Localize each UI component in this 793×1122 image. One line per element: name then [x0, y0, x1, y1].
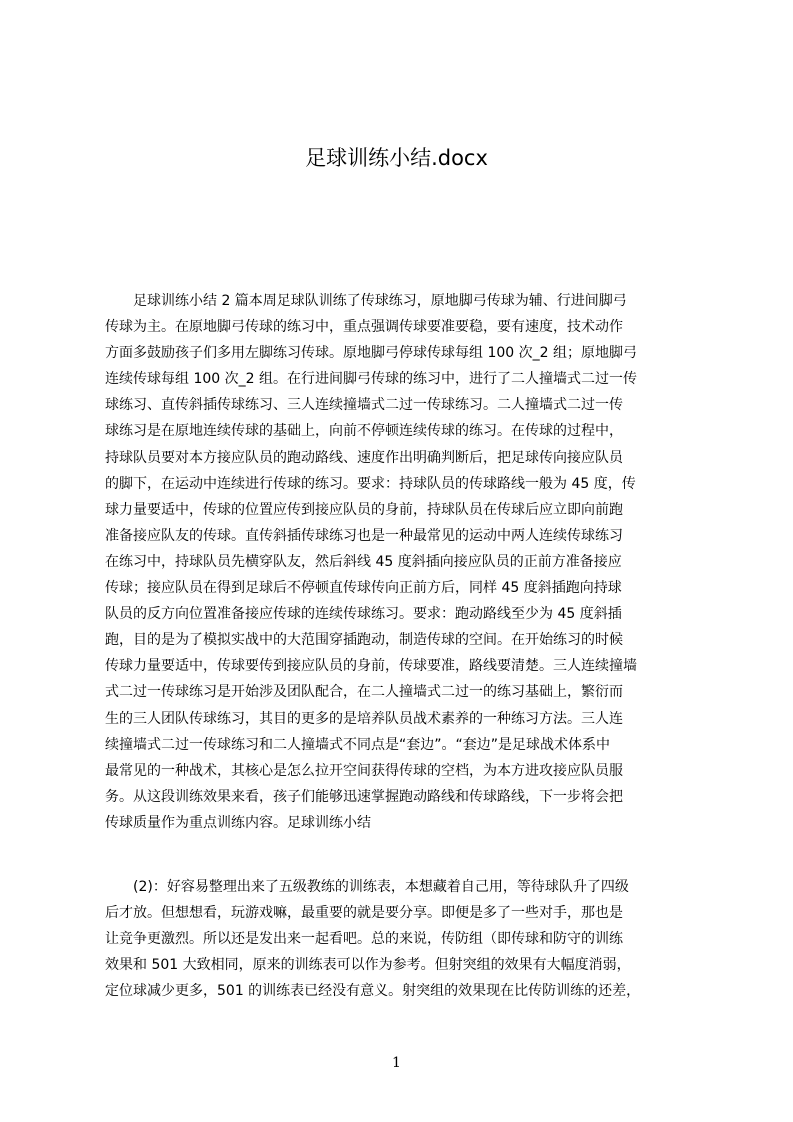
page-number: 1: [392, 1055, 401, 1071]
text-line: 球力量要适中，传球的位置应传到接应队员的身前，持球队员在传球后应立即向前跑: [105, 501, 623, 518]
text-line: 跑，目的是为了模拟实战中的大范围穿插跑动，制造传球的空间。在开始练习的时候: [105, 632, 623, 649]
text-line: 传球质量作为重点训练内容。足球训练小结: [105, 814, 371, 831]
text-line: 队员的反方向位置准备接应传球的连续传球练习。要求：跑动路线至少为 45 度斜插: [105, 606, 622, 623]
text-line: 球练习是在原地连续传球的基础上，向前不停顿连续传球的练习。在传球的过程中，: [105, 423, 623, 440]
text-line: 定位球减少更多，501 的训练表已经没有意义。射突组的效果现在比传防训练的还差，: [105, 983, 641, 1000]
text-line: 球练习、直传斜插传球练习、三人连续撞墙式二过一传球练习。二人撞墙式二过一传: [105, 397, 623, 414]
text-line: 最常见的一种战术，其核心是怎么拉开空间获得传球的空档，为本方进攻接应队员服: [105, 762, 623, 779]
text-line: 持球队员要对本方接应队员的跑动路线、速度作出明确判断后，把足球传向接应队员: [105, 449, 623, 466]
text-line: 传球为主。在原地脚弓传球的练习中，重点强调传球要准要稳，要有速度，技术动作: [105, 319, 623, 336]
text-line: 后才放。但想想看，玩游戏嘛，最重要的就是要分享。即便是多了一些对手，那也是: [105, 905, 623, 922]
text-line: 足球训练小结 2 篇本周足球队训练了传球练习，原地脚弓传球为辅、行进间脚弓: [105, 293, 627, 309]
text-line: 务。从这段训练效果来看，孩子们能够迅速掌握跑动路线和传球路线，下一步将会把: [105, 788, 623, 805]
document-title: 足球训练小结.docx: [305, 146, 488, 170]
body-paragraph-2: [105, 874, 698, 1004]
text-line: 传球；接应队员在得到足球后不停顿直传球传向正前方后，同样 45 度斜插跑向持球: [105, 580, 622, 597]
text-line: 续撞墙式二过一传球练习和二人撞墙式不同点是“套边”。“套边”是足球战术体系中: [105, 736, 611, 753]
text-line: 式二过一传球练习是开始涉及团队配合，在二人撞墙式二过一的练习基础上，繁衍而: [105, 684, 623, 701]
text-line: 生的三人团队传球练习，其目的更多的是培养队员战术素养的一种练习方法。三人连: [105, 710, 623, 727]
text-line: 连续传球每组 100 次_2 组。在行进间脚弓传球的练习中，进行了二人撞墙式二过一传: [105, 371, 637, 388]
text-line: (2)：好容易整理出来了五级教练的训练表，本想藏着自己用，等待球队升了四级: [105, 879, 629, 895]
text-line: 的脚下，在运动中连续进行传球的练习。要求：持球队员的传球路线一般为 45 度，传: [105, 475, 636, 492]
text-line: 让竞争更激烈。所以还是发出来一起看吧。总的来说，传防组（即传球和防守的训练: [105, 931, 623, 948]
text-line: 在练习中，持球队员先横穿队友，然后斜线 45 度斜插向接应队员的正前方准备接应: [105, 553, 622, 570]
text-line: 传球力量要适中，传球要传到接应队员的身前，传球要准，路线要清楚。三人连续撞墙: [105, 658, 637, 675]
text-line: 效果和 501 大致相同，原来的训练表可以作为参考。但射突组的效果有大幅度消弱，: [105, 957, 631, 974]
text-line: 准备接应队友的传球。直传斜插传球练习也是一种最常见的运动中两人连续传球练习: [105, 527, 623, 544]
body-paragraph-1: [105, 288, 698, 836]
text-line: 方面多鼓励孩子们多用左脚练习传球。原地脚弓停球传球每组 100 次_2 组；原地脚弓: [105, 345, 637, 362]
